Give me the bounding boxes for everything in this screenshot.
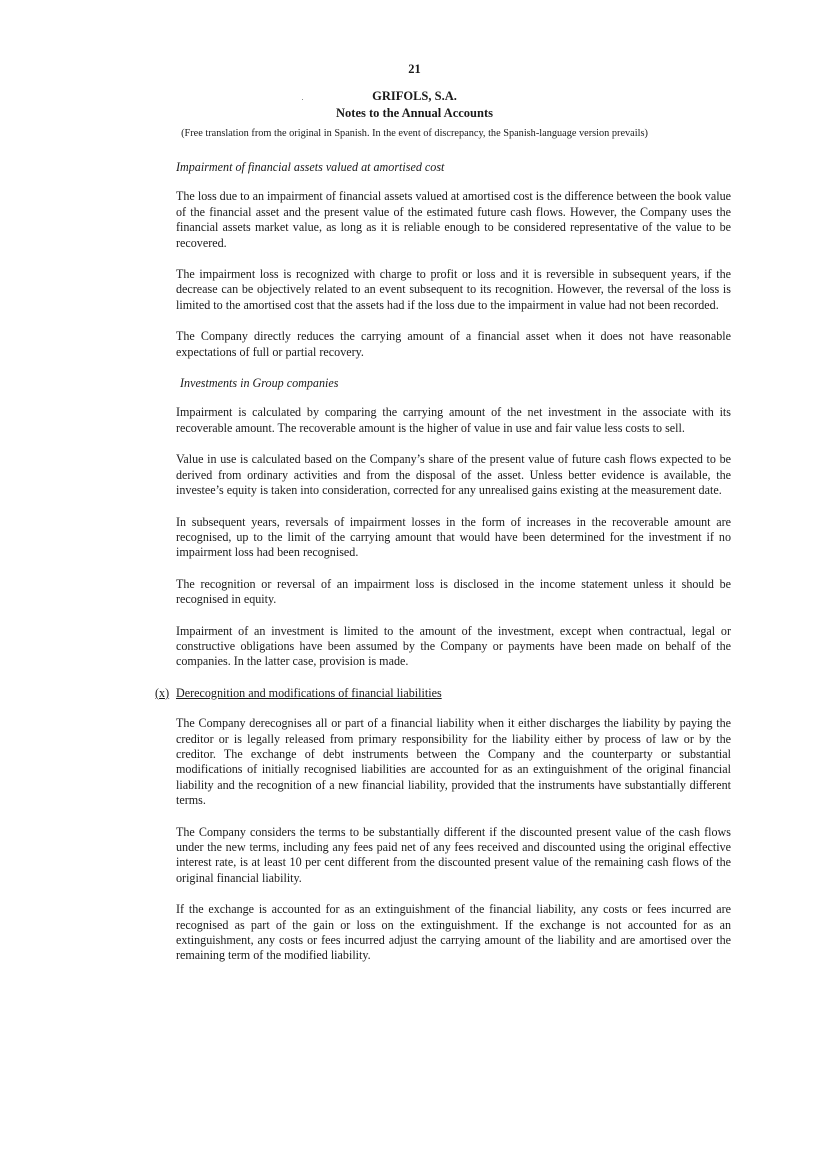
heading-impairment-amortised-cost: Impairment of financial assets valued at amortised cost bbox=[176, 160, 445, 174]
paragraph-recognition-disclosure: The recognition or reversal of an impairment loss is disclosed in the income statement unless it should be recognised in equity. bbox=[176, 576, 731, 607]
paragraph-reversals-subsequent-years: In subsequent years, reversals of impairment losses in the form of increases in the recoverable amount are recognised, up to the limit of the carrying amount that would have been determined for the investment if no impairment loss had been recognised. bbox=[176, 514, 731, 560]
section-title: Derecognition and modifications of financial liabilities bbox=[176, 685, 442, 700]
company-name: GRIFOLS, S.A. bbox=[372, 89, 457, 103]
paragraph-derecognition: The Company derecognises all or part of a financial liability when it either discharges the liability by paying the creditor or is legally released from primary responsibility for the liability either by process of law or by the creditor. The exchange of debt instruments between the Company and the counterparty or substantial modifications of initially recognised liabilities are accounted for as an extinguishment of the original financial liability and the recognition of a new financial liability, provided that the instruments have substantially different terms. bbox=[176, 716, 731, 808]
document-subtitle: Notes to the Annual Accounts bbox=[336, 106, 493, 120]
paragraph-extinguishment-costs: If the exchange is accounted for as an extinguishment of the financial liability, any costs or fees incurred are recognised as part of the gain or loss on the extinguishment. If the exchange is not accounted for as an extinguishment, any costs or fees incurred adjust the carrying amount of the liability and are amortised over the remaining term of the modified liability. bbox=[176, 902, 731, 963]
translation-note: (Free translation from the original in Spanish. In the event of discrepancy, the Spanish-language version prevails) bbox=[181, 128, 648, 139]
section-marker: (x) bbox=[155, 685, 170, 700]
paragraph-value-in-use: Value in use is calculated based on the Company’s share of the present value of future cash flows expected to be derived from ordinary activities and from the disposal of the asset. Unless better evidence is available, the investee’s equity is taken into consideration, corrected for any unrealised gains existing at the measurement date. bbox=[176, 452, 731, 498]
paragraph-direct-reduction: The Company directly reduces the carrying amount of a financial asset when it does not have reasonable expectations of full or partial recovery. bbox=[176, 329, 731, 359]
document-body bbox=[155, 160, 731, 980]
paragraph-impairment-calculation: Impairment is calculated by comparing the carrying amount of the net investment in the associate with its recoverable amount. The recoverable amount is the higher of value in use and fair value less costs to sell. bbox=[176, 405, 731, 435]
heading-investments-group-companies: Investments in Group companies bbox=[180, 376, 339, 391]
section-heading-derecognition bbox=[155, 685, 731, 701]
paragraph-investment-limit: Impairment of an investment is limited to the amount of the investment, except when contractual, legal or constructive obligations have been assumed by the Company or payments have been made on behalf of the companies. In the latter case, provision is made. bbox=[176, 623, 731, 669]
paragraph-substantially-different-terms: The Company considers the terms to be substantially different if the discounted present value of the cash flows under the new terms, including any fees paid net of any fees received and discounted using the original effective interest rate, is at least 10 per cent different from the discounted present value of the remaining cash flows of the original financial liability. bbox=[176, 824, 731, 885]
paragraph-impairment-reversal: The impairment loss is recognized with charge to profit or loss and it is reversible in subsequent years, if the decrease can be objectively related to an event subsequent to its recognition. However, the reversal of the loss is limited to the amortised cost that the assets had if the loss due to the impairment in value had not been recorded. bbox=[176, 267, 731, 312]
page-number: 21 bbox=[408, 62, 421, 76]
paragraph-impairment-loss-definition: The loss due to an impairment of financial assets valued at amortised cost is the difference between the book value of the financial asset and the present value of the estimated future cash flows. However, the Company uses the financial assets market value, as long as it is reliable enough to be considered representative of the value to be recovered. bbox=[176, 189, 731, 250]
